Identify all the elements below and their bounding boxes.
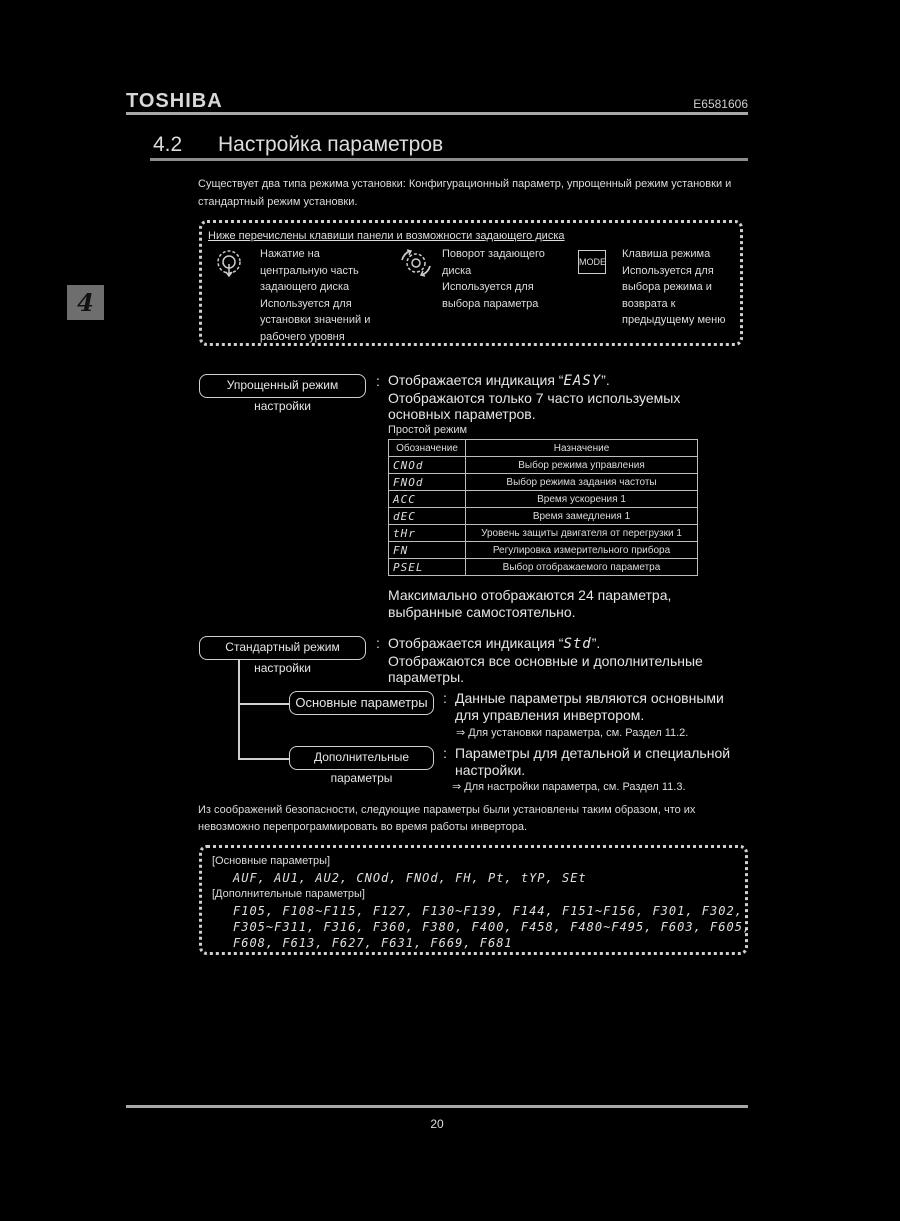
param-desc: Уровень защиты двигателя от перегрузки 1 [466, 525, 698, 542]
basic-params-label: Основные параметры [289, 691, 434, 715]
brand-logo: TOSHIBA [126, 90, 223, 112]
easy-description: Отображается индикация “EASY”. Отображаются только 7 часто используемых основных параметров. [388, 372, 681, 422]
easy-colon: : [376, 373, 380, 389]
document-code: E6581606 [693, 97, 748, 111]
easy-code-display: EASY [563, 373, 602, 389]
tree-connector-basic [238, 703, 290, 705]
table-header-desc: Назначение [466, 440, 698, 457]
locked-ext-line-3: F608, F613, F627, F631, F669, F681 [233, 936, 513, 950]
locked-ext-line-2: F305~F311, F316, F360, F380, F400, F458, F480~F495, F603, F605, [233, 920, 752, 934]
extended-params-description: Параметры для детальной и специальной настройки. [455, 745, 731, 778]
param-code: tHr [389, 525, 466, 542]
table-header-code: Обозначение [389, 440, 466, 457]
table-row [389, 559, 698, 576]
intro-paragraph: Существует два типа режима установки: Конфигурационный параметр, упрощенный режим установки и стандартный режим установки. [198, 178, 732, 208]
param-desc: Регулировка измерительного прибора [466, 542, 698, 559]
param-code: PSEL [389, 559, 466, 576]
extended-colon: : [443, 745, 447, 761]
param-desc: Выбор отображаемого параметра [466, 559, 698, 576]
dial-rotate-icon [398, 248, 434, 278]
section-title: Настройка параметров [218, 133, 444, 156]
header-rule [126, 112, 748, 115]
footer-rule [126, 1105, 748, 1108]
press-description: Нажатие на центральную часть задающего диска Используется для установки значений и рабочего уровня [260, 248, 371, 343]
param-code: ACC [389, 491, 466, 508]
dial-press-icon [214, 248, 244, 278]
param-code: CNOd [389, 457, 466, 474]
mode-description: Клавиша режима Используется для выбора режима и возврата к предыдущему меню [622, 248, 726, 326]
locked-basic-label: [Основные параметры] [212, 855, 331, 867]
std-code-display: Std [563, 636, 592, 652]
easy-max-note: Максимально отображаются 24 параметра, выбранные самостоятельно. [388, 587, 672, 620]
standard-description: Отображается индикация “Std”. Отображаются все основные и дополнительные параметры. [388, 635, 703, 685]
basic-params-description: Данные параметры являются основными для управления инвертором. [455, 690, 724, 723]
param-desc: Время замедления 1 [466, 508, 698, 525]
param-desc: Выбор режима управления [466, 457, 698, 474]
easy-mode-label: Упрощенный режим настройки [199, 374, 366, 398]
title-rule [150, 158, 748, 161]
basic-colon: : [443, 690, 447, 706]
param-code: FN [389, 542, 466, 559]
section-number: 4.2 [153, 133, 183, 156]
locked-basic-codes: AUF, AU1, AU2, CNOd, FNOd, FH, Pt, tYP, SEt [233, 871, 587, 885]
tree-connector-extended [238, 758, 290, 760]
table-row [389, 491, 698, 508]
table-row [389, 474, 698, 491]
standard-mode-label: Стандартный режим настройки [199, 636, 366, 660]
extended-params-note: ⇒ Для настройки параметра, см. Раздел 11.3. [452, 781, 686, 793]
table-row [389, 542, 698, 559]
keys-heading: Ниже перечислены клавиши панели и возможности задающего диска [208, 230, 565, 242]
table-row [389, 457, 698, 474]
rotate-description: Поворот задающего диска Используется для выбора параметра [442, 248, 545, 310]
easy-table-caption: Простой режим [388, 424, 468, 436]
param-code: FNOd [389, 474, 466, 491]
mode-key-icon: MODE [578, 250, 606, 274]
easy-parameter-table [388, 439, 698, 576]
param-desc: Время ускорения 1 [466, 491, 698, 508]
locked-ext-line-1: F105, F108~F115, F127, F130~F139, F144, F151~F156, F301, F302, [233, 904, 743, 918]
chapter-tab: 4 [67, 285, 104, 320]
tree-connector-vertical [238, 659, 240, 759]
table-row [389, 508, 698, 525]
page-number: 20 [430, 1117, 444, 1131]
safety-paragraph: Из соображений безопасности, следующие параметры были установлены таким образом, что их невозможно перепрограммировать во время работы инвертора. [198, 804, 696, 833]
table-header-row [389, 440, 698, 457]
param-desc: Выбор режима задания частоты [466, 474, 698, 491]
extended-params-label: Дополнительные параметры [289, 746, 434, 770]
basic-params-note: ⇒ Для установки параметра, см. Раздел 11.2. [456, 727, 689, 739]
locked-ext-label: [Дополнительные параметры] [212, 888, 365, 900]
standard-colon: : [376, 635, 380, 651]
param-code: dEC [389, 508, 466, 525]
table-row [389, 525, 698, 542]
